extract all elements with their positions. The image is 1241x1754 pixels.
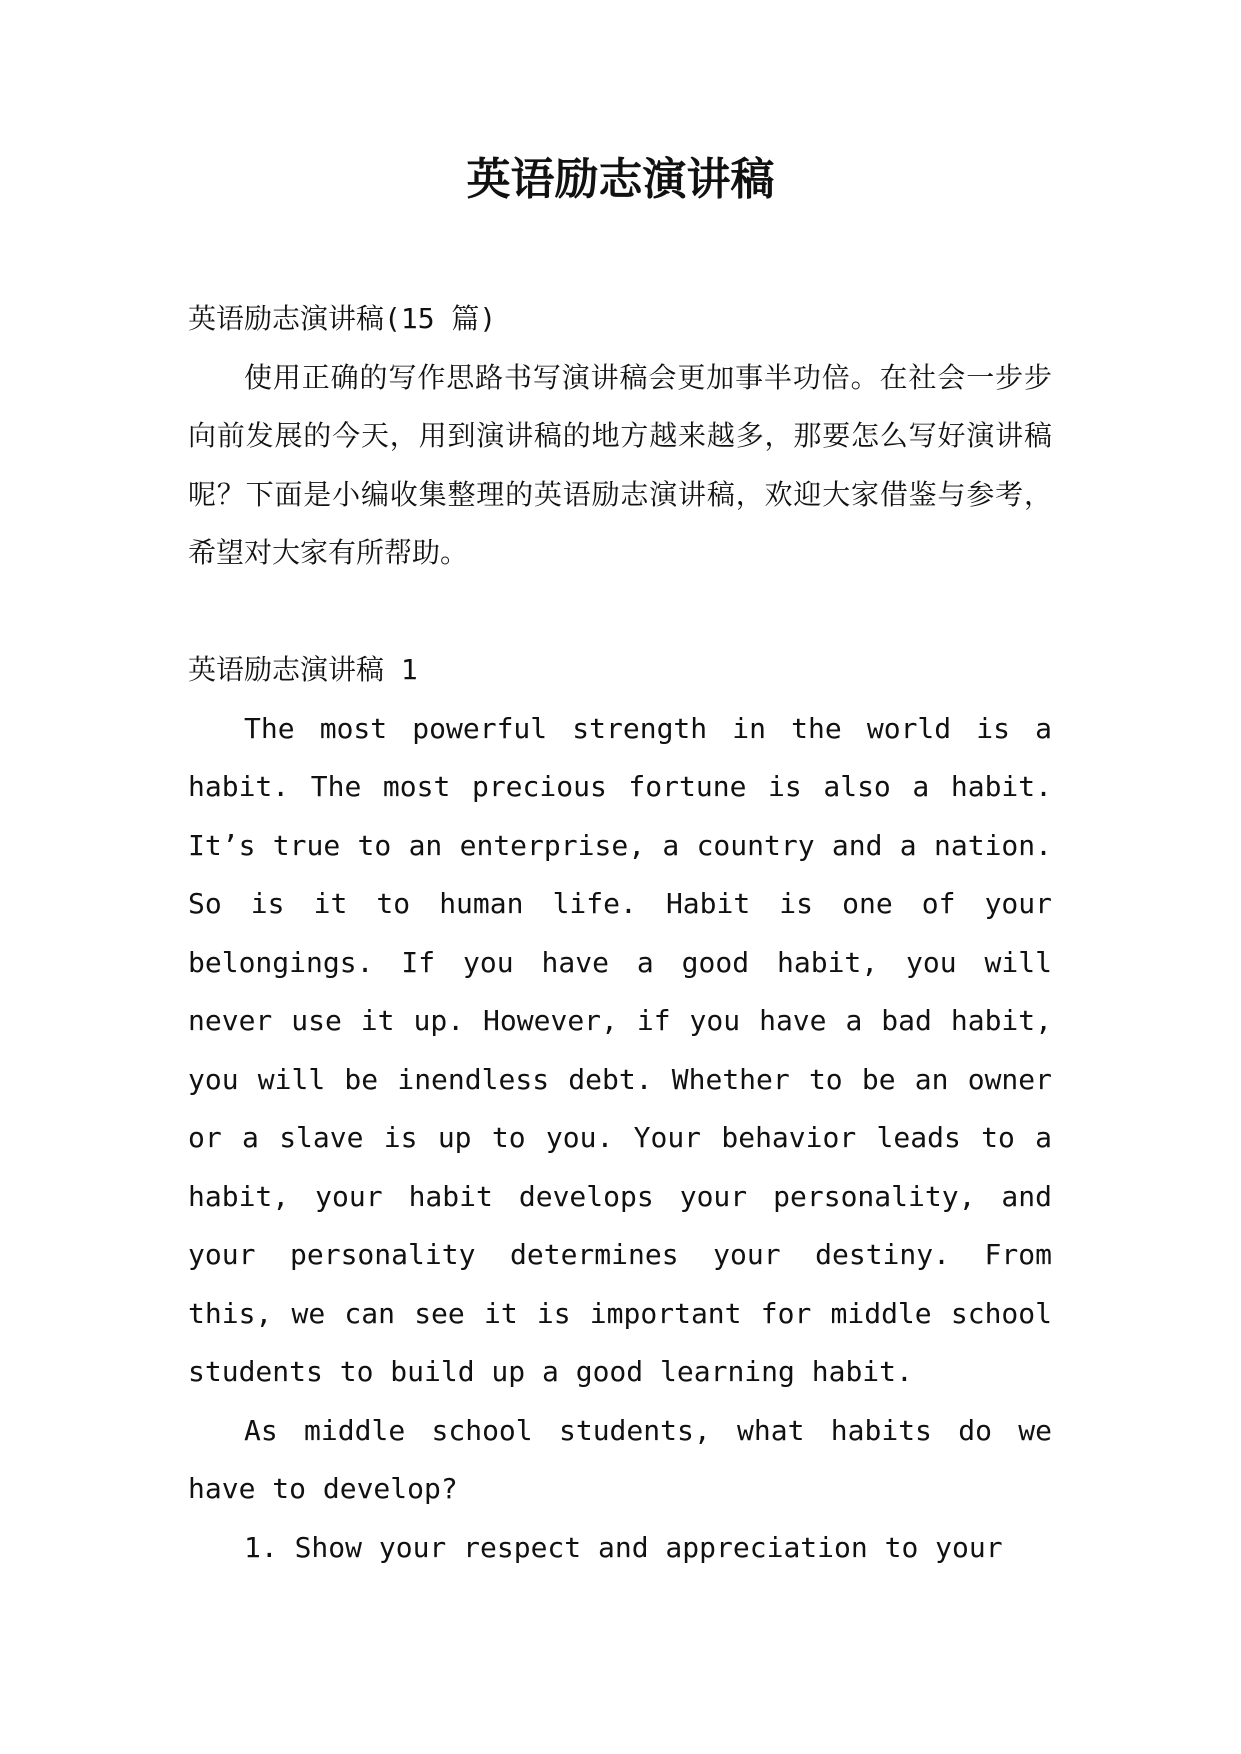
body-paragraph: As middle school students, what habits do we have to develop?: [188, 1413, 1052, 1505]
list-item-paragraph: 1. Show your respect and appreciation to your: [244, 1530, 1003, 1564]
document-title: 英语励志演讲稿: [466, 154, 775, 205]
intro-paragraph: 使用正确的写作思路书写演讲稿会更加事半功倍。在社会一步步向前发展的今天，用到演讲稿的地方越来越多，那要怎么写好演讲稿呢？下面是小编收集整理的英语励志演讲稿，欢迎大家借鉴与参考，希望对大家有所帮助。: [188, 360, 1052, 569]
document-body: [188, 290, 1052, 1577]
document-subtitle: 英语励志演讲稿(15 篇): [188, 302, 497, 335]
paragraph-spacer: [188, 583, 1052, 642]
body-paragraph: The most powerful strength in the world is a habit. The most precious fortune is also a habit. It’s true to an enterprise, a country and a nation. So is it to human life. Habit is one of your belongings. If you have a good habit, you will never use it up. However, if you have a bad habit, you will be inendless debt. Whether to be an owner or a slave is up to you. Your behavior leads to a habit, your habit develops your personality, and your personality determines your destiny. From this, we can see it is important for middle school students to build up a good learning habit.: [188, 711, 1052, 1388]
section-heading: 英语励志演讲稿 1: [188, 653, 418, 686]
